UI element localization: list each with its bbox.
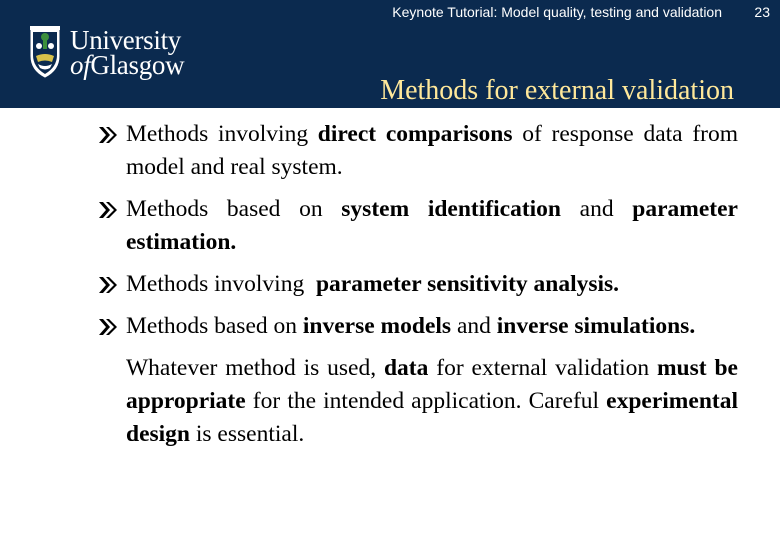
crest-icon bbox=[30, 26, 60, 78]
bullet-text: Methods involving direct comparisons of response data from model and real system. bbox=[126, 121, 739, 180]
bullet-inverse-models bbox=[98, 310, 738, 343]
arrow-bullet-icon bbox=[98, 193, 122, 226]
bullet-text: Methods based on inverse models and inverse simulations. bbox=[126, 313, 696, 339]
university-of: of bbox=[70, 50, 91, 80]
bullet-sensitivity-analysis bbox=[98, 268, 738, 301]
bullet-text: Methods involving parameter sensitivity analysis. bbox=[126, 271, 620, 297]
closing-paragraph: Whatever method is used, data for external validation must be appropriate for the intended application. Careful experimental design is essential. bbox=[126, 355, 738, 447]
arrow-bullet-icon bbox=[98, 310, 122, 343]
university-line2: Glasgow bbox=[90, 50, 185, 80]
bullet-direct-comparisons bbox=[98, 118, 738, 184]
university-line1: University bbox=[70, 25, 181, 55]
bullet-text: Methods based on system identification and parameter estimation. bbox=[126, 196, 738, 255]
course-title: Keynote Tutorial: Model quality, testing and validation bbox=[392, 4, 722, 20]
slide-content bbox=[98, 118, 738, 451]
arrow-bullet-icon bbox=[98, 118, 122, 151]
page-number: 23 bbox=[754, 4, 770, 20]
bullet-system-identification bbox=[98, 193, 738, 259]
university-logo bbox=[30, 26, 195, 80]
slide-title: Methods for external validation bbox=[380, 75, 734, 106]
header-bar bbox=[0, 0, 780, 108]
arrow-bullet-icon bbox=[98, 268, 122, 301]
university-name bbox=[70, 25, 185, 80]
